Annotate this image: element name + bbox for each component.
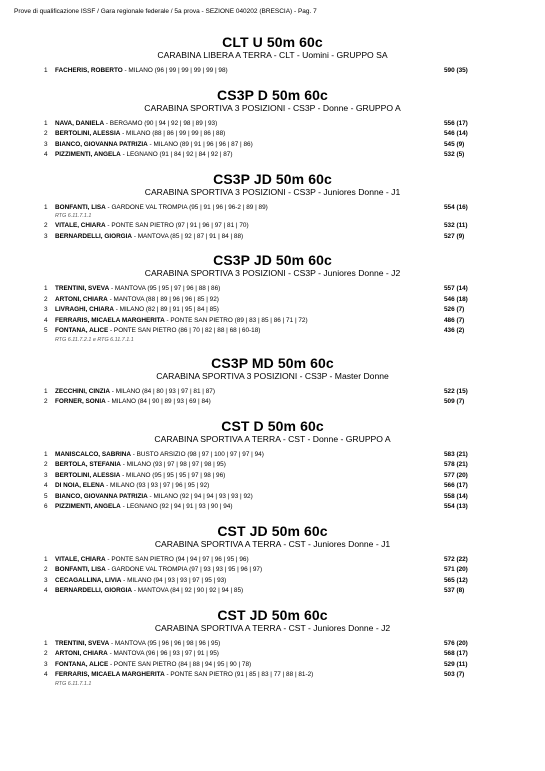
athlete-name: VITALE, CHIARA: [55, 222, 106, 229]
athlete-detail: - LEGNANO (91 | 84 | 92 | 84 | 92 | 87): [120, 151, 233, 158]
total-score: 526 (7): [444, 306, 465, 313]
athlete-name: FORNER, SONIA: [55, 398, 106, 405]
total-score: 590 (35): [444, 67, 468, 74]
result-row: [0, 586, 545, 597]
rank: 1: [44, 67, 48, 74]
athlete-name: BONFANTI, LISA: [55, 566, 106, 573]
result-row: [0, 119, 545, 130]
athlete-name: MANISCALCO, SABRINA: [55, 450, 131, 458]
athlete-name: LIVRAGHI, CHIARA: [55, 306, 114, 313]
rank: 1: [44, 639, 48, 647]
athlete-name: BERNARDELLI, GIORGIA: [55, 232, 133, 240]
section-title: CST JD 50m 60c: [217, 606, 328, 623]
athlete-detail: - PONTE SAN PIETRO (94 | 94 | 97 | 96 | 95 | 96): [105, 555, 249, 563]
athlete: [55, 305, 219, 316]
athlete-detail: - PONTE SAN PIETRO (89 | 83 | 85 | 86 | 71 | 72): [164, 316, 308, 324]
athlete-detail: - MILANO (84 | 80 | 93 | 97 | 81 | 87): [110, 387, 215, 395]
athlete-detail: - GARDONE VAL TROMPIA (95 | 91 | 96 | 96-2 | 89 | 89): [105, 203, 268, 211]
athlete-detail: - PONTE SAN PIETRO (91 | 85 | 83 | 77 | 88 | 81-2): [164, 671, 314, 678]
athlete-detail: - MILANO (84 | 90 | 89 | 93 | 69 | 84): [105, 398, 211, 405]
competition-section: [0, 355, 545, 408]
athlete: [55, 576, 226, 587]
total-score: 568 (17): [444, 650, 468, 657]
athlete: [55, 660, 251, 671]
athlete-detail: - MILANO (92 | 94 | 94 | 93 | 93 | 92): [147, 492, 253, 500]
section-title: CST JD 50m 60c: [217, 522, 328, 539]
result-row: [0, 326, 545, 337]
athlete-name: BERTOLA, STEFANIA: [55, 461, 121, 468]
result-row: [0, 295, 545, 306]
athlete-name: BIANCO, GIOVANNA PATRIZIA: [55, 492, 148, 500]
section-title: CS3P JD 50m 60c: [213, 252, 332, 268]
athlete-detail: - MILANO (93 | 97 | 98 | 97 | 98 | 95): [120, 461, 226, 468]
rank: 4: [44, 151, 48, 158]
athlete: [55, 150, 232, 161]
competition-section: [0, 87, 545, 161]
result-row: [0, 660, 545, 671]
rank: 3: [44, 306, 48, 313]
rank: 2: [44, 295, 48, 303]
result-row: [0, 555, 545, 566]
total-score: 554 (16): [444, 203, 468, 211]
athlete-name: ARTONI, CHIARA: [55, 295, 108, 303]
athlete: [55, 639, 220, 650]
athlete-name: TRENTINI, SVEVA: [55, 639, 110, 647]
athlete-name: BIANCO, GIOVANNA PATRIZIA: [55, 140, 148, 148]
total-score: 532 (5): [444, 151, 465, 158]
total-score: 565 (12): [444, 576, 468, 584]
section-subtitle: CARABINA SPORTIVA 3 POSIZIONI - CS3P - Donne - GRUPPO A: [144, 102, 401, 113]
athlete: [55, 326, 260, 337]
athlete: [55, 460, 226, 471]
rank: 4: [44, 316, 48, 324]
result-row: [0, 140, 545, 151]
result-row: [0, 221, 545, 232]
athlete-detail: - MILANO (96 | 99 | 99 | 99 | 99 | 98): [122, 67, 228, 74]
athlete: [55, 119, 217, 130]
athlete-name: ARTONI, CHIARA: [55, 650, 108, 657]
athlete-name: FERRARIS, MICAELA MARGHERITA: [55, 671, 165, 678]
total-score: 572 (22): [444, 555, 468, 563]
total-score: 527 (9): [444, 232, 465, 240]
result-row: [0, 305, 545, 316]
athlete: [55, 387, 215, 398]
rank: 3: [44, 660, 48, 668]
athlete-name: BERTOLINI, ALESSIA: [55, 130, 121, 137]
section-subtitle: CARABINA SPORTIVA A TERRA - CST - Donne - GRUPPO A: [154, 433, 391, 444]
total-score: 557 (14): [444, 285, 468, 292]
total-score: 509 (7): [444, 398, 465, 405]
athlete-detail: - MANTOVA (85 | 92 | 87 | 91 | 84 | 88): [132, 232, 244, 240]
athlete-detail: - PONTE SAN PIETRO (84 | 88 | 94 | 95 | 90 | 78): [108, 660, 252, 668]
result-row: [0, 492, 545, 503]
total-score: 486 (7): [444, 316, 465, 324]
total-score: 503 (7): [444, 671, 465, 678]
total-score: 583 (21): [444, 450, 468, 458]
athlete-detail: - MANTOVA (95 | 95 | 97 | 96 | 88 | 86): [109, 285, 221, 292]
total-score: 537 (8): [444, 587, 465, 594]
result-row: [0, 203, 545, 214]
total-score: 576 (20): [444, 639, 468, 647]
section-title: CS3P D 50m 60c: [217, 86, 328, 103]
athlete: [55, 502, 232, 513]
competition-section: [0, 171, 545, 243]
athlete: [55, 129, 225, 140]
athlete-detail: - BERGAMO (90 | 94 | 92 | 98 | 89 | 93): [104, 119, 218, 127]
result-row: [0, 129, 545, 140]
section-subtitle: CARABINA SPORTIVA A TERRA - CST - Juniores Donne - J2: [154, 622, 391, 633]
rank: 3: [44, 576, 48, 584]
section-title: CS3P MD 50m 60c: [211, 354, 334, 371]
athlete-name: BONFANTI, LISA: [55, 203, 106, 211]
result-row: [0, 150, 545, 161]
rank: 3: [44, 140, 48, 148]
result-row: [0, 649, 545, 660]
result-row: [0, 316, 545, 327]
result-row: [0, 460, 545, 471]
athlete: [55, 670, 313, 681]
section-title: CS3P JD 50m 60c: [213, 170, 332, 187]
athlete: [55, 481, 209, 492]
athlete-detail: - MILANO (89 | 91 | 96 | 96 | 87 | 86): [147, 140, 253, 148]
result-row: [0, 387, 545, 398]
result-row: [0, 576, 545, 587]
section-title: CST D 50m 60c: [221, 417, 324, 434]
rank: 4: [44, 671, 48, 678]
athlete: [55, 295, 219, 306]
athlete-name: BERNARDELLI, GIORGIA: [55, 587, 133, 594]
total-score: 554 (13): [444, 503, 468, 510]
total-score: 529 (11): [444, 660, 468, 668]
result-row: [0, 481, 545, 492]
total-score: 556 (17): [444, 119, 468, 127]
rank: 6: [44, 503, 48, 510]
result-row: [0, 639, 545, 650]
total-score: 522 (15): [444, 387, 468, 395]
athlete: [55, 316, 308, 327]
result-row: [0, 450, 545, 461]
athlete-name: FERRARIS, MICAELA MARGHERITA: [55, 316, 165, 324]
athlete: [55, 471, 225, 482]
athlete-name: BERTOLINI, ALESSIA: [55, 471, 121, 479]
athlete-name: PIZZIMENTI, ANGELA: [55, 503, 121, 510]
athlete-detail: - MANTOVA (95 | 96 | 96 | 98 | 96 | 95): [109, 639, 221, 647]
total-score: 571 (20): [444, 566, 468, 573]
result-row: [0, 66, 545, 77]
athlete: [55, 586, 243, 597]
rank: 2: [44, 461, 48, 468]
athlete: [55, 221, 249, 232]
total-score: 545 (9): [444, 140, 465, 148]
section-subtitle: CARABINA SPORTIVA 3 POSIZIONI - CS3P - Juniores Donne - J2: [144, 268, 401, 278]
result-row: [0, 565, 545, 576]
competition-section: [0, 252, 545, 345]
rank: 5: [44, 492, 48, 500]
athlete: [55, 284, 220, 295]
rank: 1: [44, 387, 48, 395]
athlete-detail: - MANTOVA (88 | 89 | 96 | 96 | 85 | 92): [107, 295, 219, 303]
rule-note: RTG 6.11.7.2.1 e RTG 6.11.7.1.1: [55, 336, 134, 343]
athlete-detail: - PONTE SAN PIETRO (97 | 91 | 96 | 97 | 81 | 70): [105, 222, 249, 229]
competition-section: [0, 607, 545, 689]
athlete-name: ZECCHINI, CINZIA: [55, 387, 111, 395]
athlete-name: PIZZIMENTI, ANGELA: [55, 151, 121, 158]
rule-note: RTG 6.11.7.1.1: [55, 680, 92, 687]
athlete: [55, 140, 253, 151]
rank: 1: [44, 203, 48, 211]
athlete: [55, 492, 253, 503]
athlete-name: TRENTINI, SVEVA: [55, 285, 110, 292]
athlete-name: DI NOIA, ELENA: [55, 482, 105, 489]
athlete: [55, 232, 243, 243]
result-row: [0, 232, 545, 243]
rank: 1: [44, 285, 48, 292]
total-score: 578 (21): [444, 461, 468, 468]
total-score: 436 (2): [444, 327, 465, 334]
competition-section: [0, 523, 545, 597]
rank: 4: [44, 587, 48, 594]
total-score: 558 (14): [444, 492, 468, 500]
athlete-detail: - LEGNANO (92 | 94 | 91 | 93 | 90 | 94): [120, 503, 233, 510]
section-subtitle: CARABINA LIBERA A TERRA - CLT - Uomini - GRUPPO SA: [157, 50, 388, 60]
result-row: [0, 284, 545, 295]
rank: 3: [44, 232, 48, 240]
athlete-detail: - PONTE SAN PIETRO (86 | 70 | 82 | 88 | 68 | 60-18): [108, 327, 261, 334]
rank: 2: [44, 130, 48, 137]
athlete-detail: - MILANO (94 | 93 | 93 | 97 | 95 | 93): [121, 576, 227, 584]
section-subtitle: CARABINA SPORTIVA A TERRA - CST - Juniores Donne - J1: [154, 538, 391, 549]
athlete: [55, 565, 262, 576]
rank: 3: [44, 471, 48, 479]
total-score: 546 (18): [444, 295, 468, 303]
rank: 5: [44, 327, 48, 334]
rank: 2: [44, 222, 48, 229]
page-header: Prove di qualificazione ISSF / Gara regionale federale / 5a prova - SEZIONE 040202 (BRESCIA) - Pag. 7: [14, 8, 317, 15]
rank: 2: [44, 398, 48, 405]
athlete: [55, 397, 211, 408]
athlete-detail: - GARDONE VAL TROMPIA (97 | 93 | 93 | 95 | 96 | 97): [105, 566, 263, 573]
athlete-detail: - MILANO (93 | 93 | 97 | 96 | 95 | 92): [104, 482, 210, 489]
total-score: 566 (17): [444, 482, 468, 489]
athlete-detail: - MILANO (88 | 86 | 99 | 99 | 86 | 88): [120, 130, 226, 137]
result-row: [0, 670, 545, 681]
athlete: [55, 450, 264, 461]
rank: 1: [44, 450, 48, 458]
athlete-detail: - MANTOVA (96 | 96 | 93 | 97 | 91 | 95): [107, 650, 219, 657]
total-score: 577 (20): [444, 471, 468, 479]
result-row: [0, 502, 545, 513]
athlete-detail: - MANTOVA (84 | 92 | 90 | 92 | 94 | 85): [132, 587, 244, 594]
result-row: [0, 397, 545, 408]
rank: 1: [44, 119, 48, 127]
athlete-detail: - MILANO (82 | 89 | 91 | 95 | 84 | 85): [113, 306, 219, 313]
rule-note: RTG 6.11.7.1.1: [55, 213, 92, 219]
athlete: [55, 203, 268, 214]
competition-section: [0, 418, 545, 513]
athlete-name: VITALE, CHIARA: [55, 555, 106, 563]
athlete: [55, 649, 219, 660]
athlete: [55, 555, 249, 566]
rank: 2: [44, 566, 48, 573]
athlete-detail: - MILANO (95 | 95 | 95 | 97 | 98 | 96): [120, 471, 226, 479]
rank: 4: [44, 482, 48, 489]
athlete-name: FACHERIS, ROBERTO: [55, 67, 123, 74]
total-score: 532 (11): [444, 222, 468, 229]
competition-section: [0, 34, 545, 77]
section-subtitle: CARABINA SPORTIVA 3 POSIZIONI - CS3P - Master Donne: [156, 370, 389, 381]
result-row: [0, 471, 545, 482]
results-list: [0, 34, 545, 699]
rank: 2: [44, 650, 48, 657]
rank: 1: [44, 555, 48, 563]
athlete-name: FONTANA, ALICE: [55, 327, 109, 334]
section-title: CLT U 50m 60c: [222, 34, 323, 50]
total-score: 546 (14): [444, 130, 468, 137]
athlete-detail: - BUSTO ARSIZIO (98 | 97 | 100 | 97 | 97 | 94): [130, 450, 264, 458]
athlete: [55, 66, 228, 77]
athlete-name: CECAGALLINA, LIVIA: [55, 576, 122, 584]
athlete-name: NAVA, DANIELA: [55, 119, 105, 127]
section-subtitle: CARABINA SPORTIVA 3 POSIZIONI - CS3P - Juniores Donne - J1: [144, 186, 401, 197]
athlete-name: FONTANA, ALICE: [55, 660, 109, 668]
